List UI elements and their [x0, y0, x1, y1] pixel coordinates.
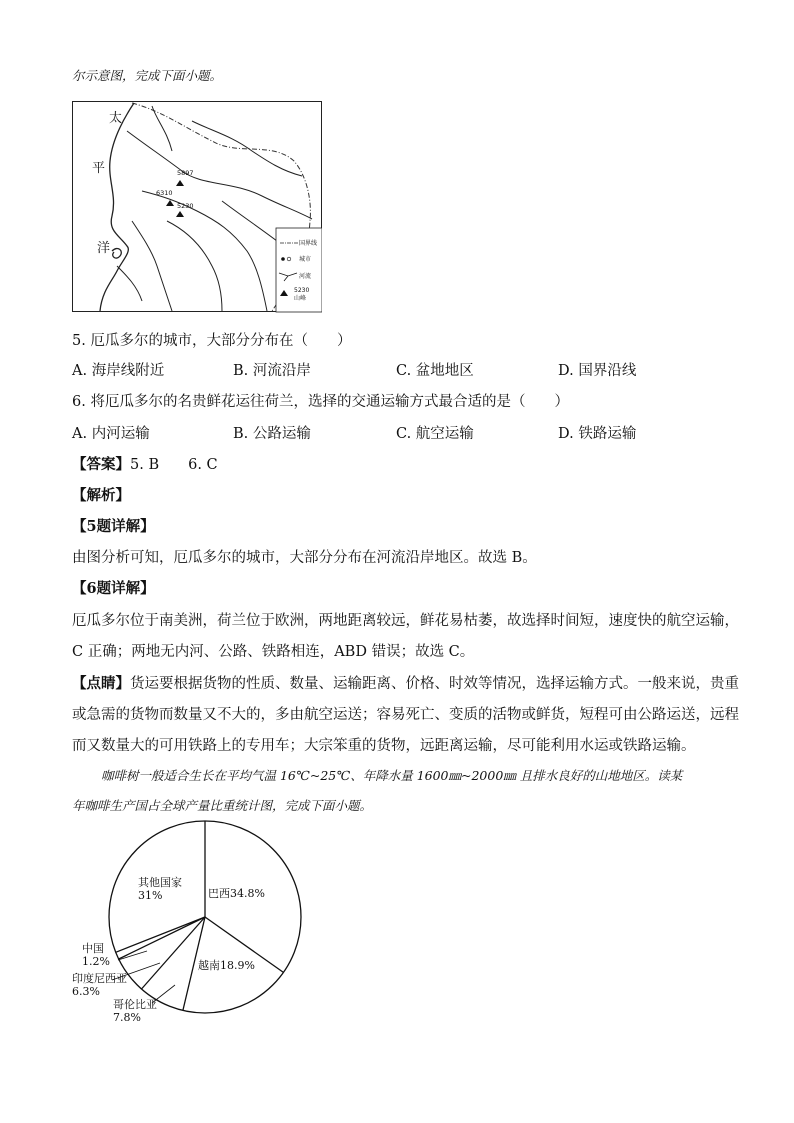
legend-peak: 山峰 — [294, 295, 307, 302]
q5-option-d: D. 国界沿线 — [558, 363, 637, 379]
q6-option-a: A. 内河运输 — [72, 426, 150, 442]
pie-label-colombia — [113, 998, 157, 1024]
sea-char: 平 — [92, 161, 106, 176]
q6-detail-line1: 厄瓜多尔位于南美洲，荷兰位于欧洲，两地距离较远，鲜花易枯萎，故选择时间短，速度快的航空运输， — [72, 613, 739, 629]
pie-label-china-name: 中国 — [82, 942, 104, 955]
q6-option-b: B. 公路运输 — [233, 426, 311, 442]
q5-detail-text: 由图分析可知，厄瓜多尔的城市，大部分分布在河流沿岸地区。故选 B。 — [72, 550, 537, 566]
sea-char: 洋 — [97, 241, 111, 256]
tip-tag: 【点睛】 — [72, 675, 130, 692]
peak-label: 5897 — [177, 169, 194, 177]
tip-line3: 而又数量大的可用铁路上的专用车；大宗笨重的货物，远距离运输，尽可能利用水运或铁路运输。 — [72, 738, 696, 754]
pie-label-indonesia-value: 6.3% — [72, 985, 100, 998]
peak-label: 6310 — [156, 189, 173, 197]
tip-text1: 货运要根据货物的性质、数量、运输距离、价格、时效等情况，选择运输方式。一般来说，贵重 — [130, 676, 739, 692]
peak-label: 5230 — [177, 202, 194, 210]
pie-label-brazil: 巴西34.8% — [208, 887, 265, 900]
q6-detail-tag: 【6题详解】 — [72, 580, 155, 597]
pie-label-colombia-name: 哥伦比亚 — [113, 998, 157, 1011]
coffee-intro-line2: 年咖啡生产国占全球产量比重统计图，完成下面小题。 — [72, 798, 373, 813]
q5-option-a: A. 海岸线附近 — [72, 363, 165, 379]
q5-option-b: B. 河流沿岸 — [233, 363, 311, 379]
coffee-intro-line1: 咖啡树一般适合生长在平均气温 16℃~25℃、年降水量 1600㎜~2000㎜ 且排水良好的山地地区。读某 — [101, 768, 683, 783]
pie-label-other-name: 其他国家 — [138, 876, 182, 889]
pie-label-other-value: 31% — [138, 889, 163, 902]
legend-border: 国界线 — [299, 240, 318, 247]
answer-tag: 【答案】 — [72, 456, 130, 473]
legend-city: 城市 — [299, 256, 312, 263]
q6-detail-line2: C 正确；两地无内河、公路、铁路相连，ABD 错误；故选 C。 — [72, 644, 475, 660]
pie-label-other — [138, 876, 182, 902]
pie-label-china-value: 1.2% — [82, 955, 110, 968]
q5-option-c: C. 盆地地区 — [396, 363, 474, 379]
sea-char: 太 — [109, 111, 123, 126]
pie-label-indonesia — [72, 972, 127, 998]
q5-detail-tag: 【5题详解】 — [72, 518, 155, 535]
answer-text: 5. B 6. C — [130, 457, 218, 473]
tip-line2: 或急需的货物而数量又不大的，多由航空运送；容易死亡、变质的活物或鲜货，短程可由公路运送，远程 — [72, 707, 739, 723]
legend-river: 河流 — [299, 273, 312, 280]
q5-stem: 5. 厄瓜多尔的城市，大部分分布在（ ） — [72, 333, 352, 349]
analysis-tag: 【解析】 — [72, 487, 130, 504]
pie-label-colombia-value: 7.8% — [113, 1011, 141, 1024]
q6-option-c: C. 航空运输 — [396, 426, 474, 442]
legend-peak-value: 5230 — [294, 287, 310, 294]
pie-label-china — [82, 942, 110, 968]
q6-option-d: D. 铁路运输 — [558, 426, 637, 442]
map-intro: 尔示意图，完成下面小题。 — [72, 68, 223, 83]
pie-label-indonesia-name: 印度尼西亚 — [72, 972, 127, 985]
pie-label-vietnam: 越南18.9% — [198, 959, 255, 972]
q6-stem: 6. 将厄瓜多尔的名贵鲜花运往荷兰，选择的交通运输方式最合适的是（ ） — [72, 394, 569, 410]
